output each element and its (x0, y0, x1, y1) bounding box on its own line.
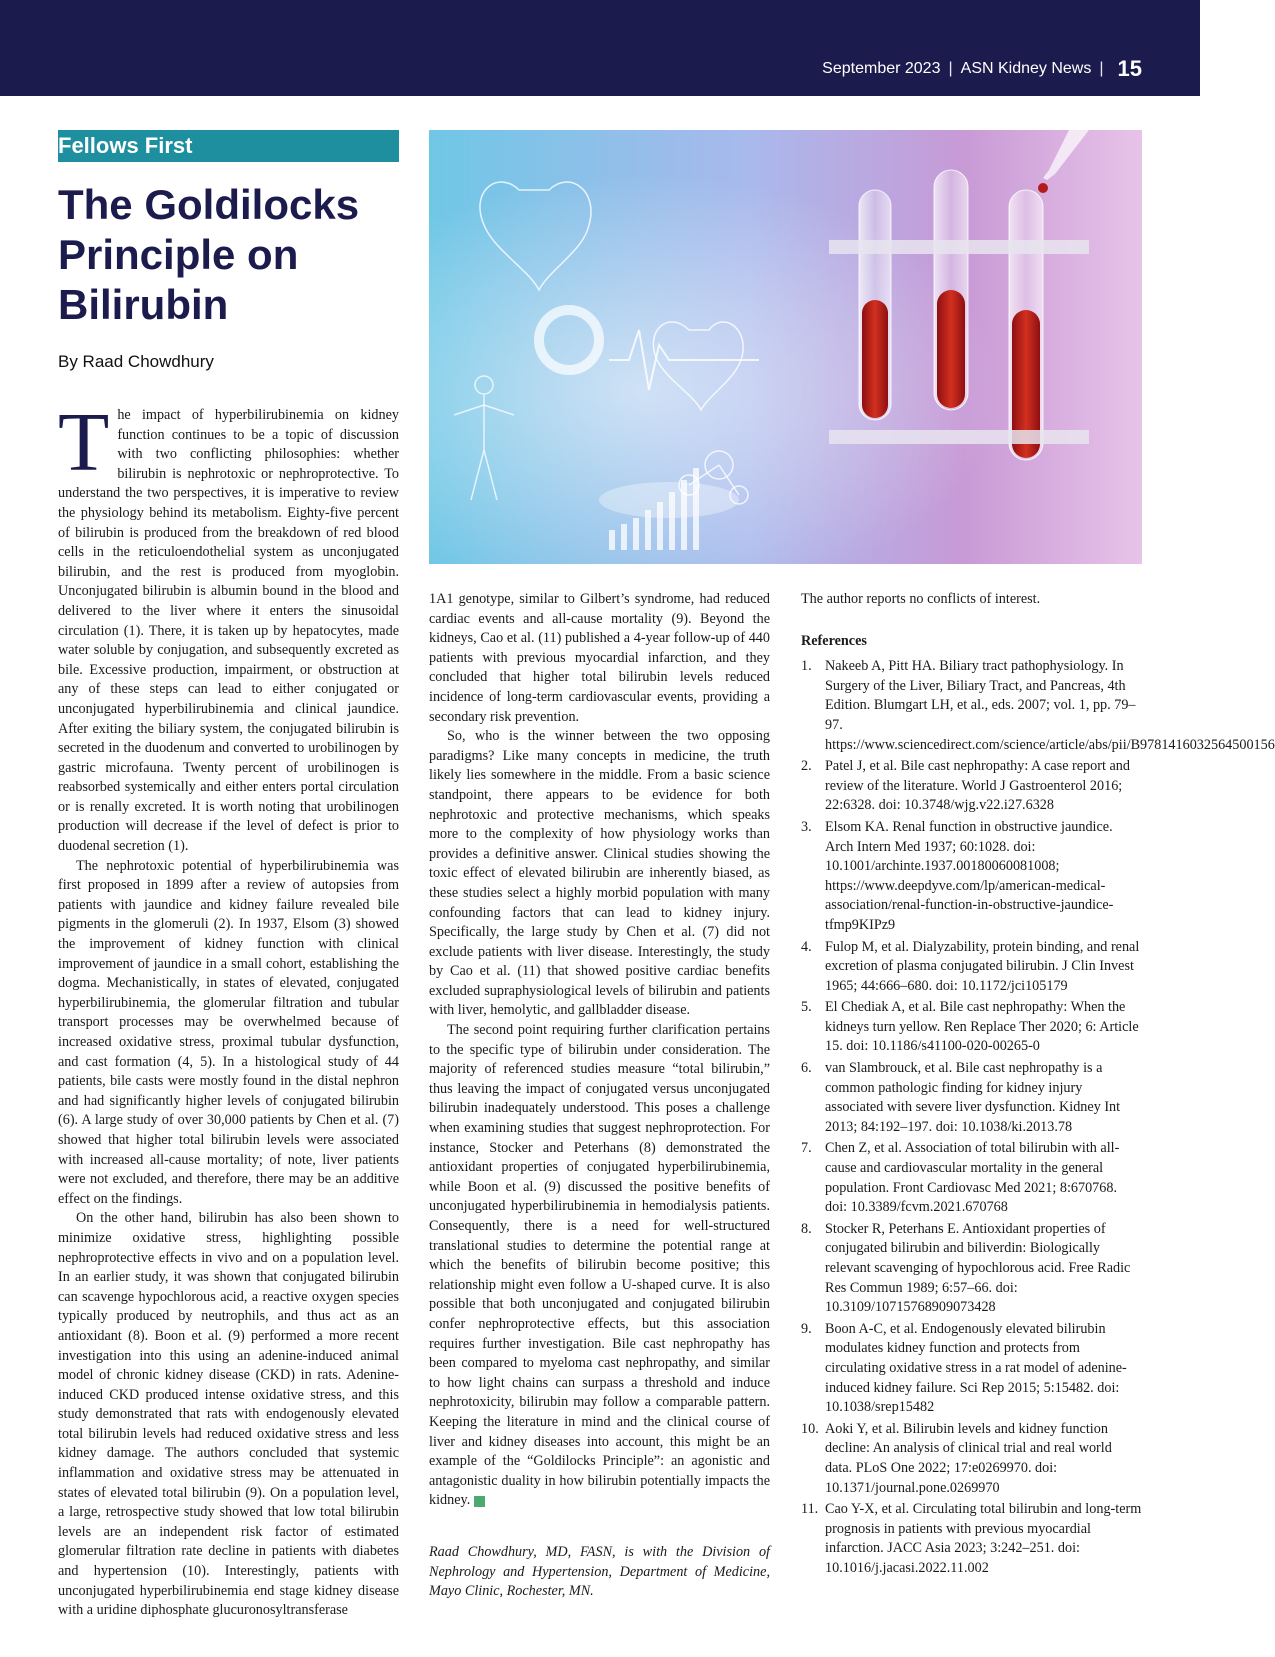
paragraph (429, 1021, 770, 1511)
medical-lab-illustration-icon (429, 130, 1142, 564)
reference-item (801, 998, 1142, 1057)
reference-text: Elsom KA. Renal function in obstructive jaundice. Arch Intern Med 1937; 60:1028. doi: 10.1001/archinte.1937.00180060081008; https://www.deepdyve.com/lp/american-medical-association/renal-function-in-obstructive-jaundice-tfmp9KIPz9 (825, 818, 1114, 933)
page-number: 15 (1117, 56, 1142, 81)
reference-text: Nakeeb A, Pitt HA. Biliary tract pathophysiology. In Surgery of the Liver, Biliary Tract, and Pancreas, 4th Edition. Blumgart LH, et al., eds. 2007; vol. 1, pp. 79–97. https://www.sciencedirect.com/science/article/abs/pii/B9781416032564500156 (825, 658, 1275, 753)
byline: By Raad Chowdhury (58, 352, 214, 371)
reference-number: 4. (801, 938, 812, 955)
reference-item (801, 938, 1142, 997)
header-separator: | (948, 60, 953, 77)
reference-text: Aoki Y, et al. Bilirubin levels and kidney function decline: An analysis of clinical trial and real world data. PLoS One 2022; 17:e0269970. doi: 10.1371/journal.pone.0269970 (825, 1420, 1112, 1496)
reference-number: 10. (801, 1420, 819, 1437)
reference-number: 8. (801, 1220, 812, 1237)
section-badge (58, 130, 399, 162)
reference-item (801, 1220, 1142, 1318)
section-badge-label: Fellows First (58, 133, 193, 158)
reference-item (801, 757, 1142, 816)
reference-text: Boon A-C, et al. Endogenously elevated bilirubin modulates kidney function and protects from circulating oxidative stress in a rat model of adenine-induced kidney failure. Sci Rep 2015; 5:15482. doi: 10.1038/srep15482 (825, 1320, 1127, 1416)
reference-text: Fulop M, et al. Dialyzability, protein binding, and renal excretion of plasma conjugated bilirubin. J Clin Invest 1965; 44:666–680. doi: 10.1172/jci105179 (825, 938, 1140, 994)
publication-name: ASN Kidney News (960, 60, 1092, 77)
paragraph-text: he impact of hyperbilirubinemia on kidney function continues to be a topic of discussion with two conflicting philosophies: whether bilirubin is nephrotoxic or nephroprotective. To understand the two perspectives, it is imperative to review the physiology behind its metabolism. Eighty-five percent of bilirubin is produced from the breakdown of red blood cells in the reticuloendothelial system as unconjugated bilirubin, and the rest is produced from myoglobin. Unconjugated bilirubin is albumin bound in the blood and delivered to the liver where it enters the sinusoidal circulation (1). There, it is taken up by hepatocytes, made water soluble by conjugation, and subsequently excreted as bile. Excessive production, impairment, or obstruction at any of these steps can lead to either conjugated or unconjugated hyperbilirubinemia and clinical jaundice. After exiting the biliary system, the conjugated bilirubin is secreted in the duodenum and converted to urobilinogen by gastric microfauna. Twenty percent of urobilinogen is reabsorbed systemically and either enters portal circulation or is renally excreted. It is worth noting that urobilinogen production will decrease if the level of defect is prior to duodenal secretion (1). (58, 407, 399, 855)
column-3 (801, 590, 1275, 1581)
drop-cap: T (58, 396, 110, 489)
reference-text: van Slambrouck, et al. Bile cast nephropathy is a common pathologic finding for kidney injury associated with severe liver dysfunction. Kidney Int 2013; 84:192–197. doi: 10.1038/ki.2013.78 (825, 1060, 1121, 1135)
reference-text: Stocker R, Peterhans E. Antioxidant properties of conjugated bilirubin and biliverdin: Biologically relevant scavenging of hypochlorous acid. Free Radic Res Commun 1989; 6:57–66. doi: 10.3109/10715768909073428 (825, 1220, 1131, 1316)
page-header (0, 0, 1200, 96)
reference-text: Cao Y-X, et al. Circulating total bilirubin and long-term prognosis in patients with previous myocardial infarction. JACC Asia 2023; 3:242–251. doi: 10.1016/j.jacasi.2022.11.002 (825, 1501, 1142, 1576)
reference-number: 9. (801, 1320, 812, 1337)
article-title: The Goldilocks Principle on Bilirubin (58, 181, 360, 328)
reference-text: El Chediak A, et al. Bile cast nephropathy: When the kidneys turn yellow. Ren Replace Ther 2020; 6: Article 15. doi: 10.1186/s41100-020-00265-0 (825, 999, 1139, 1055)
running-header (822, 56, 1142, 82)
references-list (801, 657, 1275, 1578)
header-separator-2: | (1099, 60, 1104, 77)
hero-image (429, 130, 1142, 564)
reference-text: Patel J, et al. Bile cast nephropathy: A case report and review of the literature. World J Gastroenterol 2016; 22:6328. doi: 10.3748/wjg.v22.i27.6328 (825, 758, 1130, 814)
paragraph: So, who is the winner between the two opposing paradigms? Like many concepts in medicine, the truth likely lies somewhere in the middle. From a basic science standpoint, there appears to be evidence for both nephrotoxic and protective mechanisms, which speaks more to the complexity of how physiology works than provides a definitive answer. Clinical studies showing the toxic effect of elevated bilirubin are inherently biased, as these studies select a highly morbid population with many confounding factors that can lead to kidney injury. Specifically, the large study by Chen et al. (7) did not exclude patients with liver disease. Interestingly, the study by Cao et al. (11) that showed positive cardiac benefits excluded supraphysiological levels of bilirubin and patients with liver, hemolytic, and gallbladder disease. (429, 728, 770, 1019)
reference-item (801, 1500, 1142, 1578)
reference-number: 2. (801, 758, 812, 775)
paragraph: 1A1 genotype, similar to Gilbert’s syndrome, had reduced cardiac events and all-cause mortality (9). Beyond the kidneys, Cao et al. (11) published a 4-year follow-up of 440 patients with previous myocardial infarction, and they concluded that higher total bilirubin levels reduced incidence of long-term cardiovascular events, providing a secondary risk prevention. (429, 591, 770, 725)
reference-text: Chen Z, et al. Association of total bilirubin with all-cause and cardiovascular mortality in the general population. Front Cardiovasc Med 2021; 8:670768. doi: 10.3389/fcvm.2021.670768 (825, 1140, 1120, 1216)
reference-number: 6. (801, 1060, 812, 1077)
column-1 (58, 396, 399, 1621)
paragraph-text: The second point requiring further clarification pertains to the specific type of bilirubin under consideration. The majority of referenced studies measure “total bilirubin,” thus leaving the impact of conjugated versus unconjugated bilirubin inadequately understood. This poses a challenge when examining studies that suggest nephroprotection. For instance, Stocker and Peterhans (8) demonstrated the antioxidant properties of conjugated hyperbilirubinemia, while Boon et al. (9) discussed the positive benefits of unconjugated hyperbilirubinemia in hemodialysis patients. Consequently, there is a need for well-structured translational studies to determine the potential range at which the benefits of bilirubin become positive; this relationship might even follow a U-shaped curve. It is also possible that both unconjugated and conjugated bilirubin confer nephroprotective effects, but this association requires further investigation. Bile cast nephropathy has been compared to myeloma cast nephropathy, and similar to how light chains can surpass a threshold and induce nephrotoxicity, bilirubin may follow a comparable pattern. Keeping the literature in mind and the clinical course of liver and kidney diseases into account, this might be an example of the “Goldilocks Principle”: an agonistic and antagonistic duality in how bilirubin potentially impacts the kidney. (429, 1022, 770, 1509)
reference-number: 5. (801, 999, 812, 1016)
end-mark-icon (474, 1496, 485, 1507)
column-2 (429, 590, 770, 1602)
reference-item (801, 818, 1142, 936)
issue-date: September 2023 (822, 60, 941, 77)
paragraph: The nephrotoxic potential of hyperbilirubinemia was first proposed in 1899 after a review of autopsies from patients with jaundice and kidney failure revealed bile pigments in the glomeruli (2). In 1937, Elsom (3) showed the improvement of kidney function with clinical improvement of jaundice in a small cohort, establishing the dogma. Mechanistically, in states of elevated, conjugated hyperbilirubinemia, the glomerular filtration and tubular transport processes may be overwhelmed because of increased oxidative stress, proximal tubular dysfunction, and cast formation (4, 5). In a histological study of 44 patients, bile casts were mostly found in the distal nephron and had significantly higher levels of conjugated bilirubin (6). A large study of over 30,000 patients by Chen et al. (7) showed that higher total bilirubin levels were associated with increased all-cause mortality; of note, liver patients were not excluded, and therefore, there may be an additive effect on the findings. (58, 857, 399, 1207)
reference-item (801, 1320, 1142, 1418)
reference-item (801, 1139, 1142, 1217)
reference-item (801, 1059, 1142, 1137)
reference-number: 7. (801, 1140, 812, 1157)
reference-number: 3. (801, 818, 812, 835)
reference-item (801, 1420, 1142, 1498)
reference-number: 1. (801, 658, 812, 675)
paragraph (58, 396, 399, 857)
reference-item (801, 657, 1275, 755)
disclosure: The author reports no conflicts of interest. (801, 591, 1041, 607)
reference-number: 11. (801, 1501, 819, 1518)
references-heading: References (801, 632, 867, 649)
paragraph: On the other hand, bilirubin has also been shown to minimize oxidative stress, highlighting possible nephroprotective effects in vivo and on a population level. In an earlier study, it was shown that conjugated bilirubin can scavenge hypochlorous acid, a reactive oxygen species typically produced by neutrophils, and thus act as an antioxidant (8). Boon et al. (9) performed a more recent investigation into this using an adenine-induced animal model of chronic kidney disease (CKD) in rats. Adenine-induced CKD produced intense oxidative stress, and this study demonstrated that rats with endogenously elevated total bilirubin levels had reduced oxidative stress and less kidney damage. The authors concluded that systemic inflammation and oxidative stress may be attenuated in states of elevated total bilirubin (9). On a population level, a large, retrospective study showed that low total bilirubin levels are an independent risk factor of estimated glomerular filtration rate decline in patients with diabetes and hypertension (10). Interestingly, patients with unconjugated hyperbilirubinemia end stage kidney disease with a uridine diphosphate glucuronosyltransferase (58, 1210, 399, 1619)
author-bio: Raad Chowdhury, MD, FASN, is with the Division of Nephrology and Hypertension, Department of Medicine, Mayo Clinic, Rochester, MN. (429, 1543, 770, 1600)
